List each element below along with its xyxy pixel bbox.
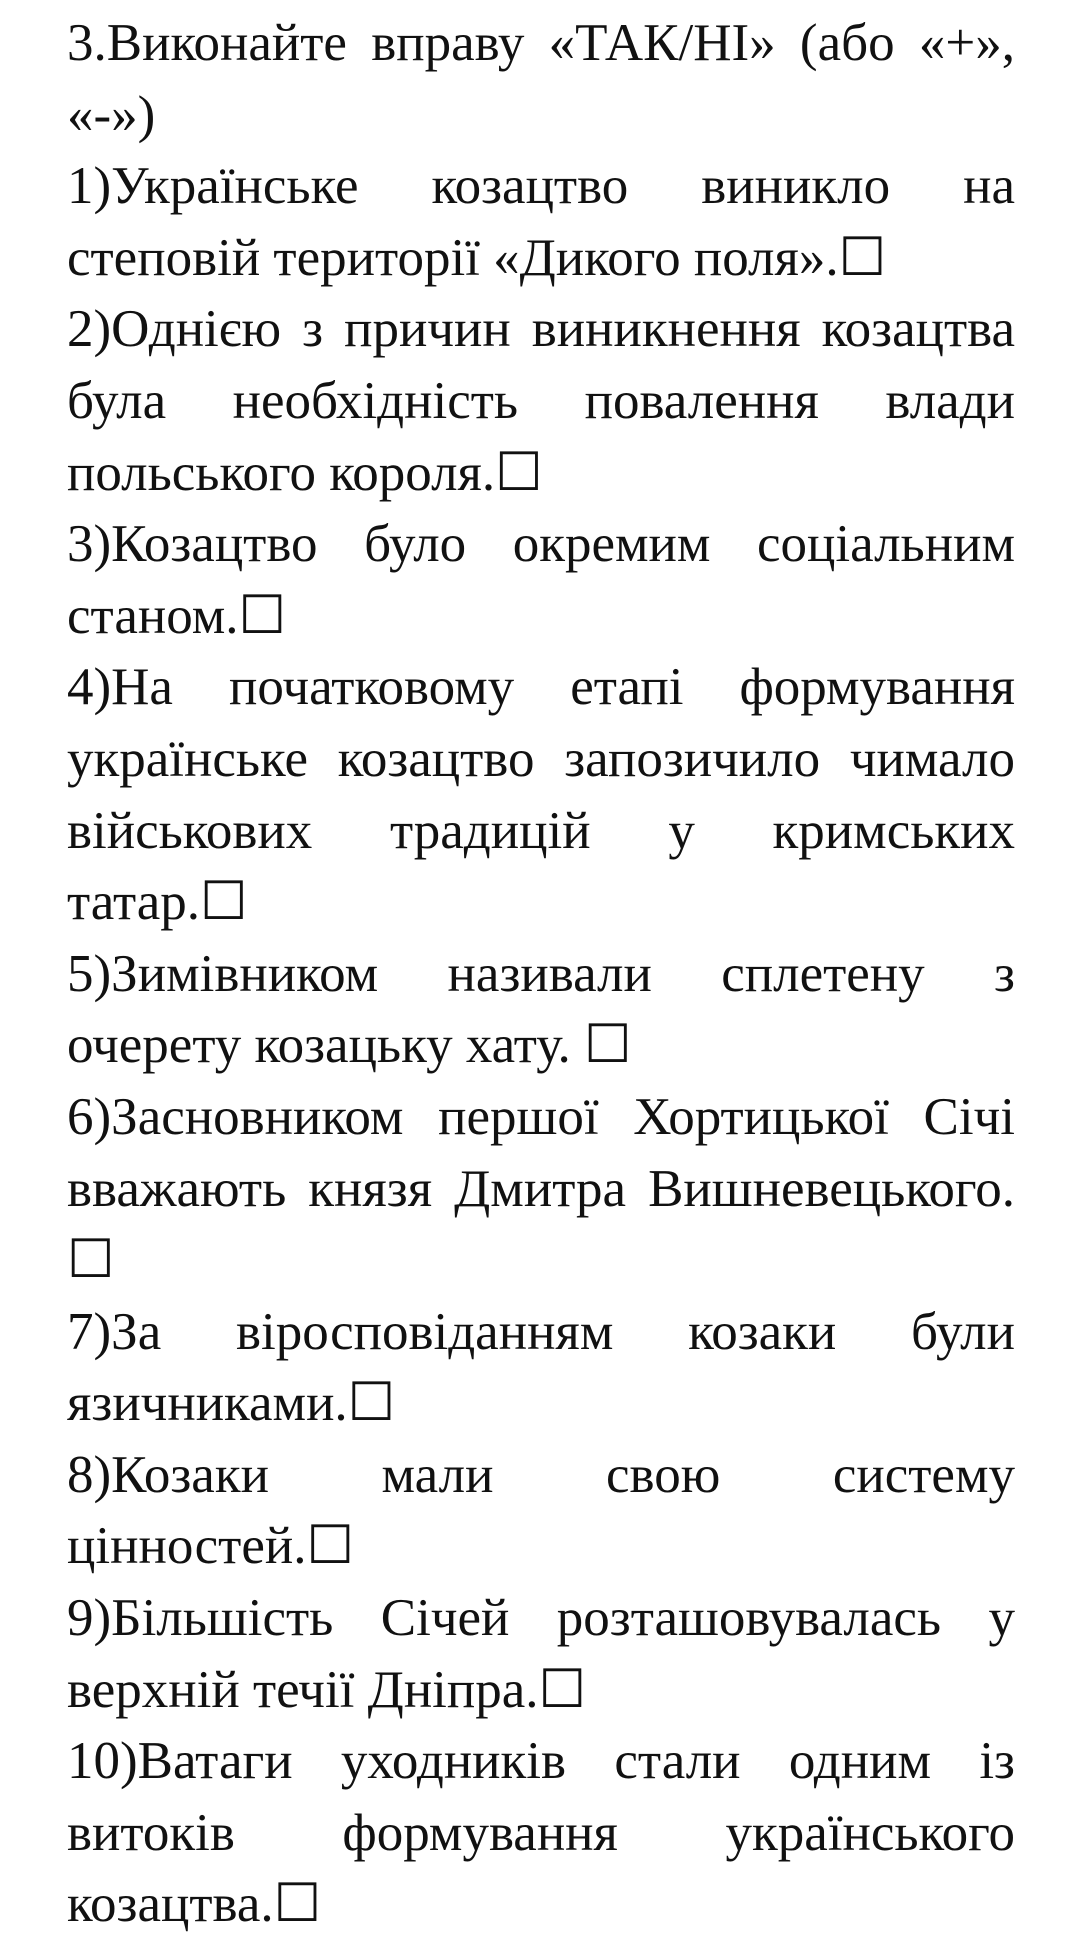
statement-6: 6)Засновником першої Хортицької Січі вважають князя Дмитра Вишневецького. ☐	[67, 1087, 1015, 1290]
statement-4: 4)На початковому етапі формування українське козацтво запозичило чимало військових традицій у кримських татар.☐	[67, 658, 1015, 932]
statement-8: 8)Козаки мали свою систему цінностей.☐	[67, 1445, 1015, 1576]
statement-3: 3)Козацтво було окремим соціальним станом.☐	[67, 515, 1015, 645]
exercise-heading: 3.Виконайте вправу «ТАК/НІ» (або «+», «-»)	[67, 14, 1015, 144]
statement-2: 2)Однією з причин виникнення козацтва була необхідність повалення влади польського короля.☐	[67, 300, 1015, 502]
statement-1: 1)Українське козацтво виникло на степовій території «Дикого поля».☐	[67, 157, 1015, 287]
statement-9: 9)Більшість Січей розташовувалась у верхній течії Дніпра.☐	[67, 1589, 1015, 1719]
statement-10: 10)Ватаги уходників стали одним із витоків формування українського козацтва.☐	[67, 1732, 1015, 1934]
document-body	[67, 8, 1015, 1941]
statement-5: 5)Зимівником називали сплетену з очерету козацьку хату. ☐	[67, 944, 1015, 1075]
statement-7: 7)За віросповіданням козаки були язичниками.☐	[67, 1302, 1015, 1433]
